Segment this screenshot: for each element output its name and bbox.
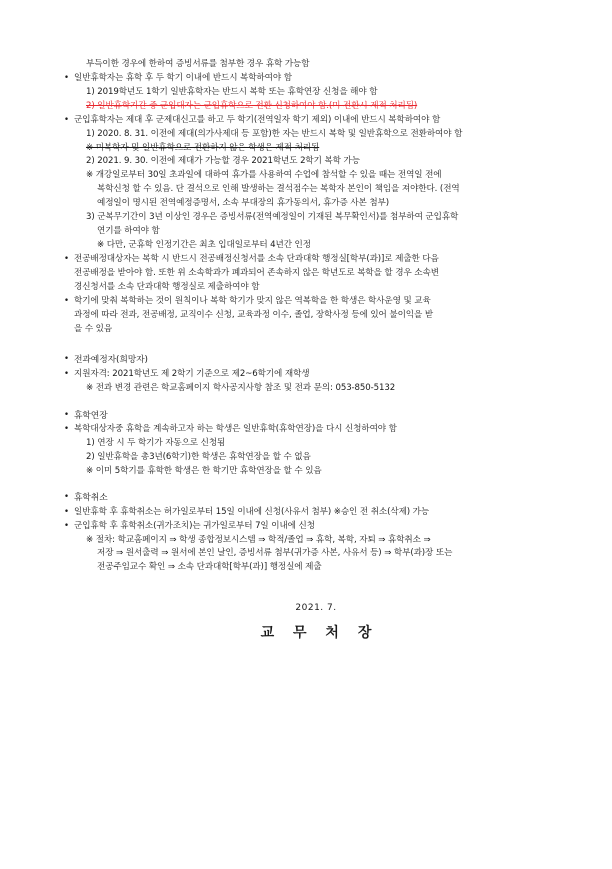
bullet-item: • 복학대상자중 휴학을 계속하고자 하는 학생은 일반휴학(휴학연장)을 다시 신청하여야 함 [74,423,568,437]
text-line: 전공배정을 받아야 함. 또한 위 소속학과가 폐과되어 존속하지 않은 학년도로 복학을 할 경우 소속변 [74,267,439,278]
text-line: ※ 개강일로부터 30일 초과일에 대하여 휴가를 사용하여 수업에 참석할 수 있을 때는 전역일 전에 [86,170,442,181]
spacer [64,396,568,409]
section-heading: • 휴학취소 [74,491,568,505]
text-line: 1) 2019학년도 1학기 일반휴학자는 반드시 복학 또는 휴학연장 신청을 해야 함 [86,86,378,97]
bullet-item: • 지원자격: 2021학년도 제 2학기 기준으로 제2~6학기에 재학생 [74,368,568,382]
document-body [64,58,568,575]
text-line: ※ 다만, 군휴학 인정기간은 최초 입대일로부터 4년간 인정 [97,239,311,250]
text-line: 을 수 있음 [74,323,113,334]
spacer [64,336,568,353]
text-line: 1) 연장 시 두 학기가 자동으로 신청됨 [86,437,226,448]
text-line: 복학신청 할 수 있음. 단 결석으로 인해 발생하는 결석점수는 복학자 본인이 책임을 져야한다. (전역 [97,184,460,195]
text-line: 경신청서를 소속 단과대학 행정실로 제출하여야 함 [74,281,260,292]
text-line: 2) 2021. 9. 30. 이전에 제대가 가능할 경우 2021학년도 2학기 복학 가능 [86,156,360,167]
section-heading: • 휴학연장 [74,409,568,423]
text-line: 연기를 하여야 함 [97,226,160,237]
struck-note: 2) 일반휴학기간 중 군입대자는 군입휴학으로 전환 신청하여야 함.(미 전환시 제적 처리됨) [86,100,418,111]
text-line: ※ 이미 5학기를 휴학한 학생은 한 학기만 휴학연장을 할 수 있음 [86,465,322,476]
text-line: 부득이한 경우에 한하여 증빙서류를 첨부한 경우 휴학 가능함 [86,59,310,69]
text-line: 과정에 따라 전과, 전공배정, 교직이수 신청, 교육과정 이수, 졸업, 장학사정 등에 있어 불이익을 받 [74,309,434,320]
bullet-item: • 군입휴학 후 휴학취소(귀가조치)는 귀가일로부터 7일 이내에 신청 [74,520,568,534]
footer-date: 2021. 7. [295,603,337,614]
bullet-item: • 학기에 맞춰 복학하는 것이 원칙이나 복학 학기가 맞지 않은 역복학을 한 학생은 학사운영 및 교육 [74,295,568,309]
text-line: 전공주임교수 확인 ⇒ 소속 단과대학[학부(과)] 행정실에 제출 [97,562,322,573]
spacer [64,478,568,491]
struck-note: ※ 미복학자 및 일반휴학으로 전환하지 않은 학생은 제적 처리됨 [86,142,320,153]
footer-organization: 교 무 처 장 [260,624,379,641]
text-line: 저장 ⇒ 원서출력 ⇒ 원서에 본인 날인, 증빙서류 첨부(귀가증 사본, 사유서 등) ⇒ 학부(과)장 또는 [97,548,453,559]
bullet-item: • 일반휴학자는 휴학 후 두 학기 이내에 반드시 복학하여야 함 [74,72,568,86]
text-line: 예정일이 명시된 전역예정증명서, 소속 부대장의 휴가동의서, 휴가증 사본 첨부) [97,198,390,209]
text-line: 2) 일반휴학을 총3년(6학기)한 학생은 휴학연장을 할 수 없음 [86,451,311,462]
section-heading: • 전과예정자(희망자) [74,353,568,367]
text-line: 1) 2020. 8. 31. 이전에 제대(의가사제대 등 포함)한 자는 반드시 복학 및 일반휴학으로 전환하여야 함 [86,128,463,139]
text-line: 3) 군복무기간이 3년 이상인 경우은 증빙서류(전역예정일이 기재된 복무확인서)를 첨부하여 군입휴학 [86,212,459,223]
text-line: ※ 절차: 학교홈페이지 ⇒ 학생 종합정보시스템 ⇒ 학적/졸업 ⇒ 휴학, 복학, 자퇴 ⇒ 휴학취소 ⇒ [86,534,431,545]
bullet-item: • 일반휴학 후 휴학취소는 허가일로부터 15일 이내에 신청(사유서 첨부) ※승인 전 취소(삭제) 가능 [74,506,568,520]
document-footer [64,601,568,644]
text-line: ※ 전과 변경 관련은 학교홈페이지 학사공지사항 참조 및 전과 문의: 053-850-5132 [86,382,396,393]
bullet-item: • 군입휴학자는 제대 후 군제대신고를 하고 두 학기(전역일자 학기 제외) 이내에 반드시 복학하여야 함 [74,114,568,128]
bullet-item: • 전공배정대상자는 복학 시 반드시 전공배정신청서를 소속 단과대학 행정실[학부(과)]로 제출한 다음 [74,253,568,267]
